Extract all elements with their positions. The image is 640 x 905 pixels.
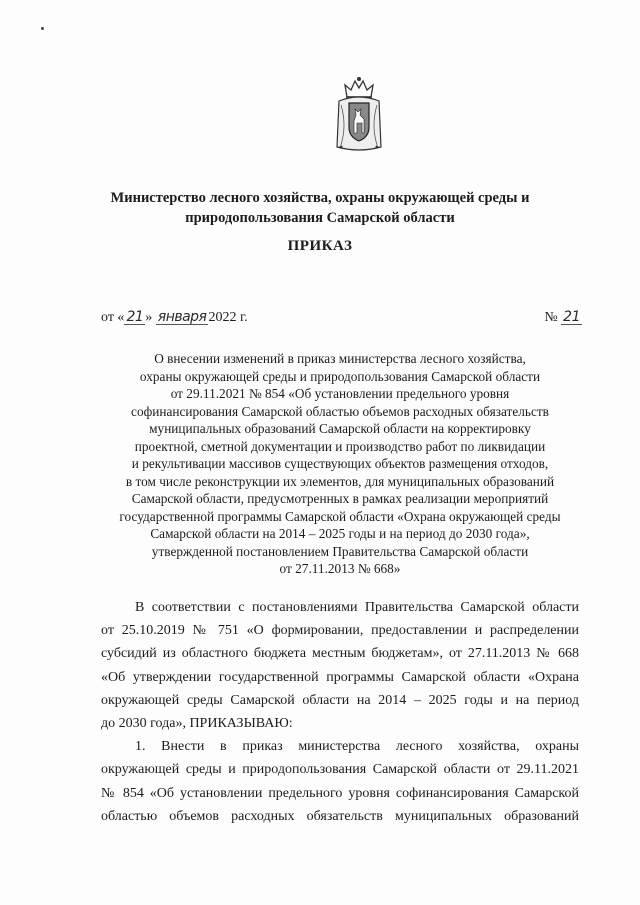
order-date [101,310,248,326]
date-month-handwritten: января [157,309,207,325]
order-number-handwritten: 21 [563,309,580,325]
date-year: 2022 г. [208,310,248,325]
order-body [101,596,579,828]
subject-line: государственной программы Самарской области «Охрана окружающей среды [119,508,561,524]
body-line: окружающей среды Самарской области на 2014 – 2025 годы и на период [101,692,579,708]
order-subject [101,350,579,578]
body-line: № 854 «Об установлении предельного уровня софинансирования Самарской [101,785,579,801]
date-day-handwritten: 21 [126,309,144,325]
date-prefix: от « [101,310,125,325]
body-line: 1. Внести в приказ министерства лесного хозяйства, охраны [135,739,579,755]
date-quote-close: » [145,310,153,325]
subject-line: Самарской области на 2014 – 2025 годы и на период до 2030 года», [150,526,530,541]
subject-line: проектной, сметной документации и производство работ по ликвидации [134,438,546,454]
body-line: областью объемов расходных обязательств муниципальных образований [101,808,579,824]
number-sign: № [544,310,558,325]
subject-line: охраны окружающей среды и природопользования Самарской области [139,368,541,384]
body-line: окружающей среды и природопользования Самарской области от 29.11.2021 [101,762,579,778]
subject-line: утвержденной постановлением Правительства Самарской области [151,543,529,559]
body-line: «Об утверждении государственной программы Самарской области «Охрана [101,669,579,685]
subject-line: муниципальных образований Самарской области на корректировку [149,421,531,436]
ministry-name-line-2: природопользования Самарской области [185,210,455,226]
subject-line: софинансирования Самарской областью объемов расходных обязательств [131,403,549,419]
ministry-name-line-1: Министерство лесного хозяйства, охраны окружающей среды и [110,190,530,206]
body-line: В соответствии с постановлениями Правительства Самарской области [135,600,579,615]
subject-line: в том числе реконструкции их элементов, для муниципальных образований [125,473,555,489]
body-line: от 25.10.2019 № 751 «О формировании, предоставлении и распределении [101,623,579,639]
body-line: субсидий из областного бюджета местным бюджетам», от 27.11.2013 № 668 [101,646,579,662]
ministry-name [100,188,540,228]
document-title: ПРИКАЗ [287,238,353,254]
body-line: до 2030 года», ПРИКАЗЫВАЮ: [101,716,293,732]
subject-line: и рекультивации массивов существующих объектов размещения отходов, [131,456,549,471]
subject-line: Самарской области, предусмотренных в рамках реализации мероприятий [131,491,549,506]
scan-artifact [41,27,44,30]
order-number [544,310,582,326]
samara-coat-of-arms-icon [333,75,385,153]
subject-line: от 29.11.2021 № 854 «Об установлении предельного уровня [170,386,510,401]
subject-line: от 27.11.2013 № 668» [279,561,401,576]
subject-line: О внесении изменений в приказ министерства лесного хозяйства, [154,351,526,366]
